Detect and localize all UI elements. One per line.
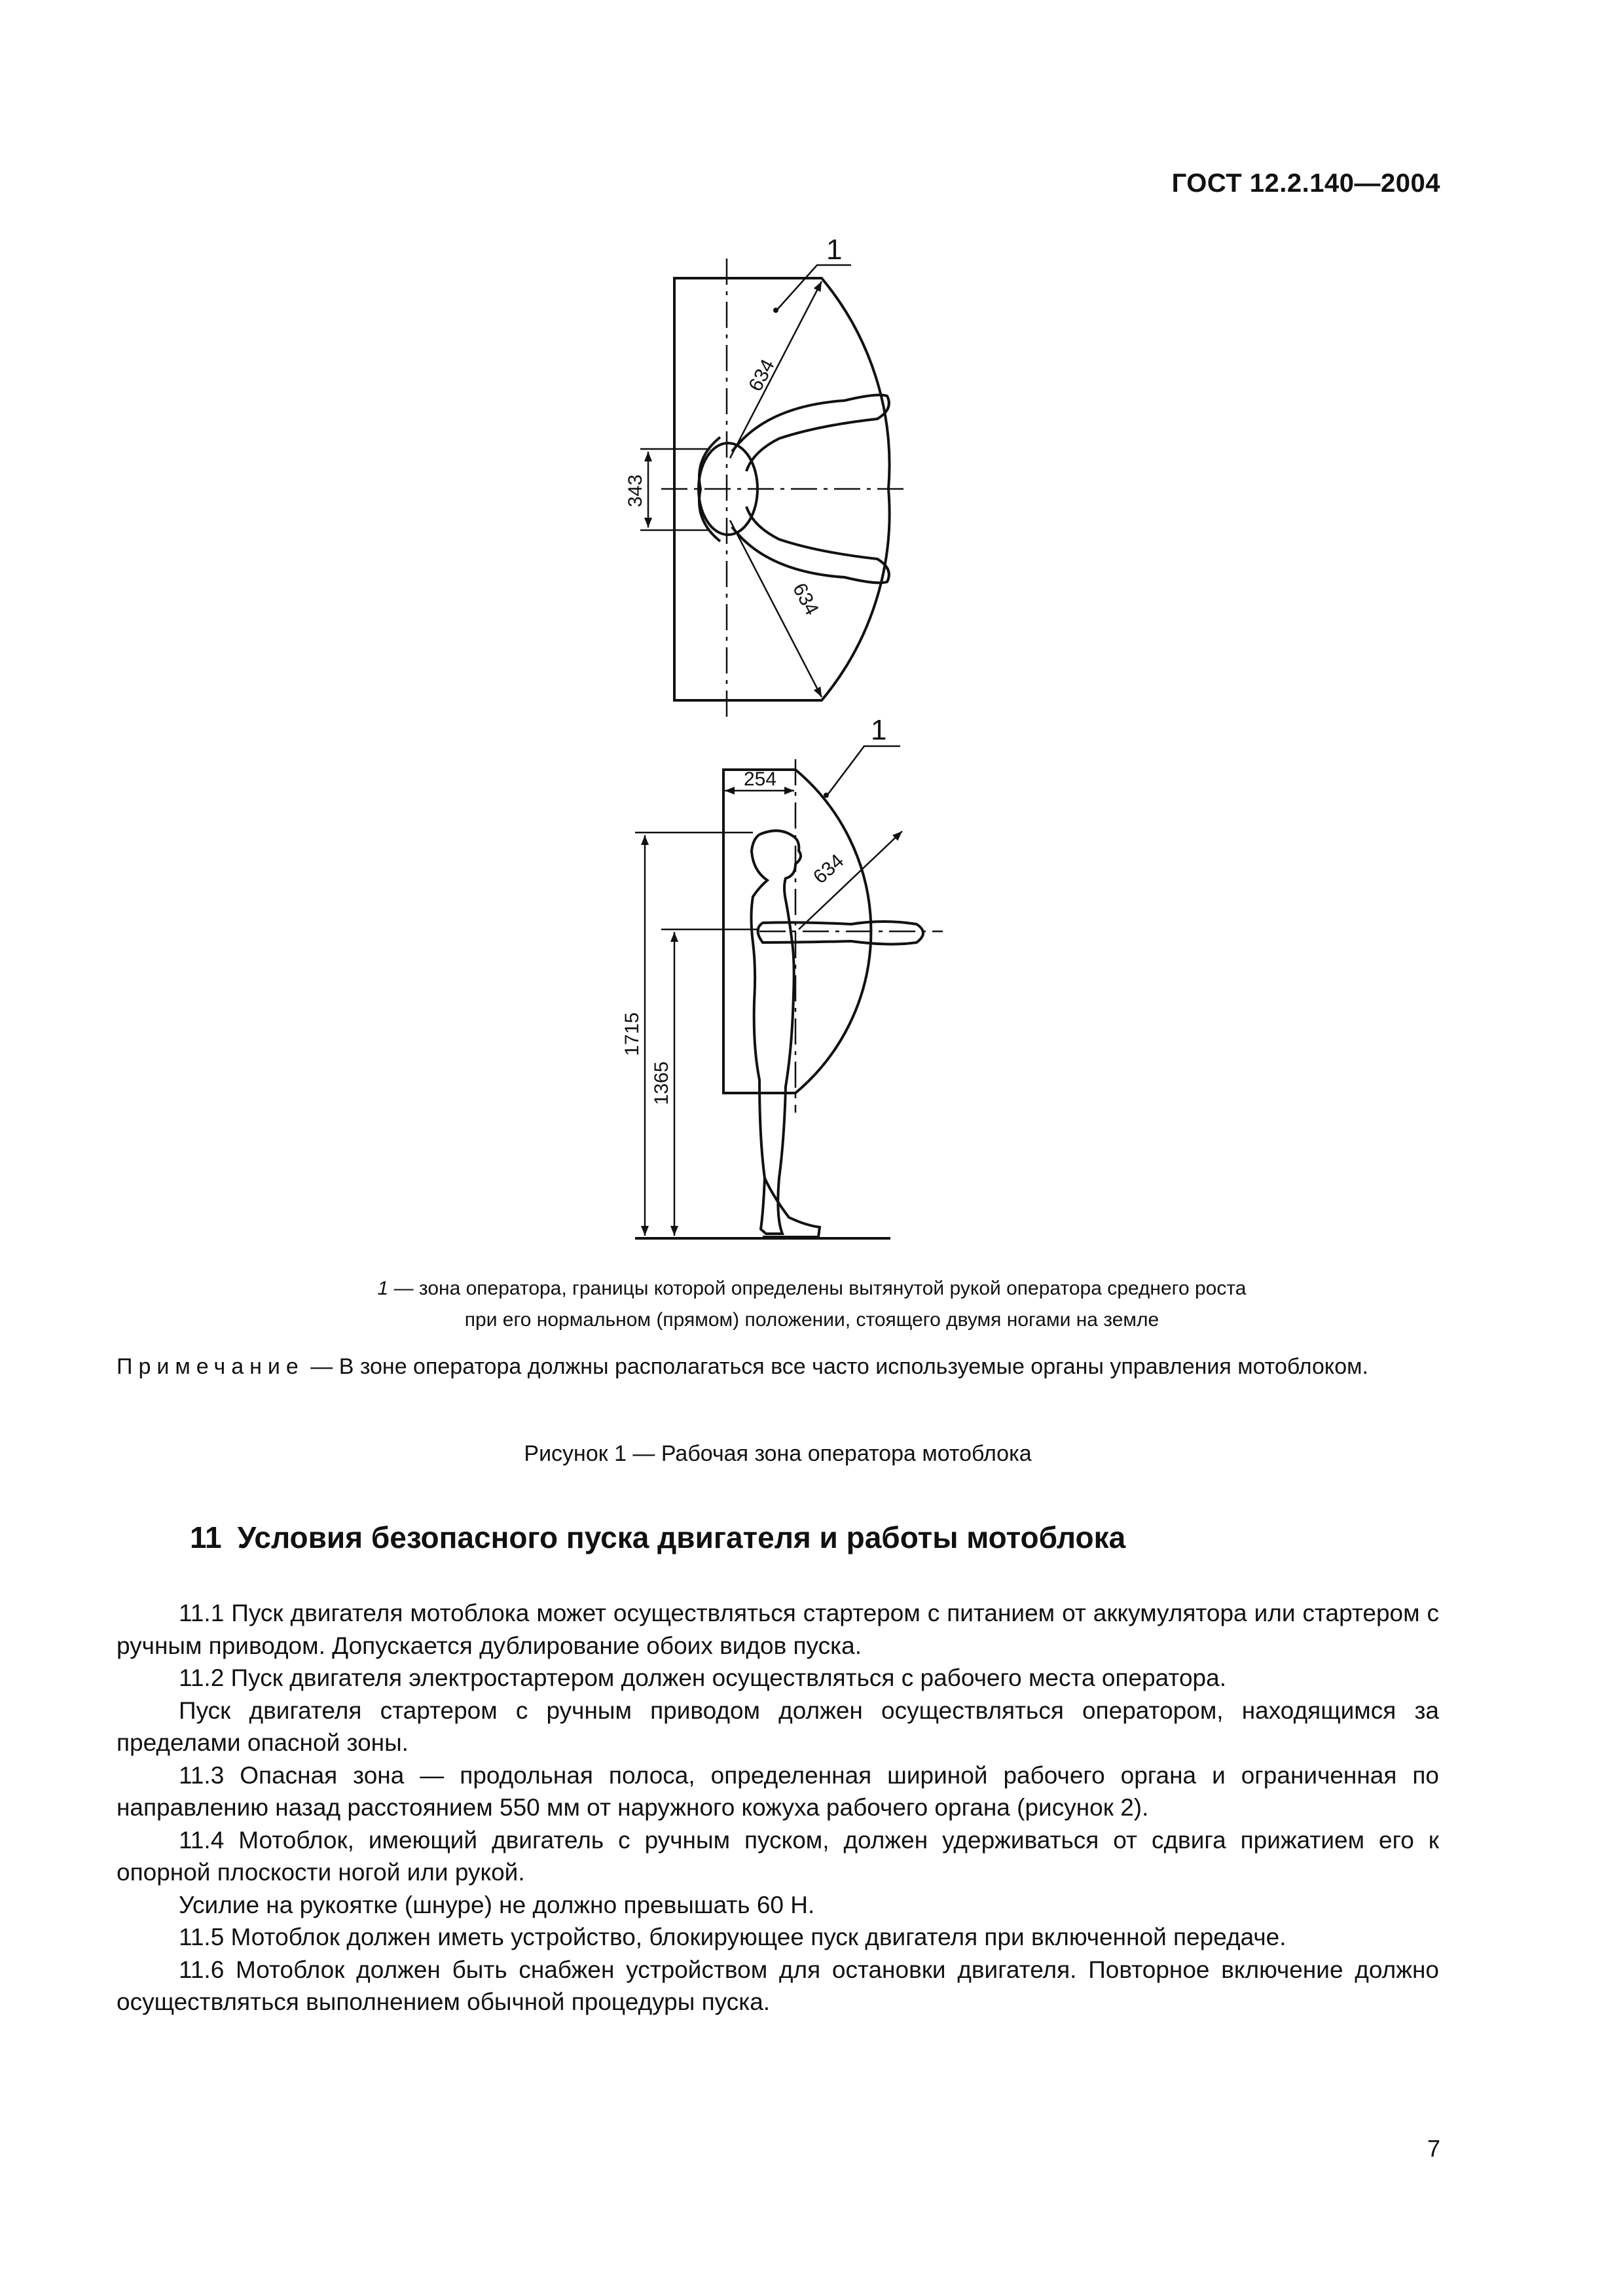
paragraph: 11.5 Мотоблок должен иметь устройство, блокирующее пуск двигателя при включенной передаче. <box>179 1924 1286 1950</box>
side-view-callout: 1 <box>871 714 887 746</box>
side-view-operator-silhouette <box>752 831 820 1237</box>
legend-text-1: — зона оператора, границы которой определены вытянутой рукой оператора среднего роста <box>393 1278 1247 1299</box>
top-view-dim-radius-lower: 634 <box>788 579 823 619</box>
paragraph: 11.2 Пуск двигателя электростартером должен осуществляться с рабочего места оператора. <box>179 1664 1226 1691</box>
paragraph: 11.4 Мотоблок, имеющий двигатель с ручным пуском, должен удерживаться от сдвига прижатием его к опорной плоскости ногой или рукой. <box>117 1826 1439 1886</box>
section-title: Условия безопасного пуска двигателя и работы мотоблока <box>237 1520 1126 1554</box>
top-view-upper-arm <box>732 395 889 471</box>
top-view-dim-width: 343 <box>625 474 646 508</box>
side-view-dim-radius: 634 <box>809 850 848 888</box>
document-header: ГОСТ 12.2.140—2004 <box>1171 169 1440 198</box>
paragraph: 11.3 Опасная зона — продольная полоса, определенная шириной рабочего органа и ограниченная по направлению назад расстоянием 550 мм от наружного кожуха рабочего органа (рисунок 2). <box>117 1761 1439 1821</box>
side-view-dim-height-shoulder: 1365 <box>651 1061 672 1105</box>
section-heading <box>190 1520 1434 1555</box>
note-label: Примечание <box>117 1354 304 1379</box>
figure-caption: Рисунок 1 — Рабочая зона оператора мотоблока <box>524 1441 1032 1466</box>
side-view-dim-offset: 254 <box>744 768 777 790</box>
figure-legend-line-2: при его нормальном (прямом) положении, стоящего двумя ногами на земле <box>464 1309 1159 1331</box>
figure-note <box>117 1350 1439 1384</box>
figure-legend <box>170 1273 1453 1336</box>
legend-number: 1 <box>377 1278 389 1299</box>
figure-legend-line-1 <box>170 1273 1453 1304</box>
section-number: 11 <box>190 1520 222 1554</box>
paragraph: Усилие на рукоятке (шнуре) не должно превышать 60 Н. <box>179 1891 815 1918</box>
top-view-diagram <box>625 234 910 720</box>
top-view-dim-radius-upper: 634 <box>744 355 779 395</box>
side-view-diagram <box>621 714 943 1238</box>
top-view-callout: 1 <box>826 234 843 266</box>
side-view-dim-height-total: 1715 <box>621 1012 643 1056</box>
top-view-lower-arm <box>732 507 889 583</box>
paragraph: 11.1 Пуск двигателя мотоблока может осуществляться стартером с питанием от аккумулятора или стартером с ручным приводом. Допускается дублирование обоих видов пуска. <box>117 1600 1439 1659</box>
section-body <box>117 1597 1439 2018</box>
page-number: 7 <box>1427 2135 1440 2162</box>
side-view-arm <box>758 922 924 944</box>
paragraph: 11.6 Мотоблок должен быть снабжен устройством для остановки двигателя. Повторное включение должно осуществляться выполнением обычной процедуры пуска. <box>117 1956 1439 2015</box>
paragraph: Пуск двигателя стартером с ручным приводом должен осуществляться оператором, находящимся за пределами опасной зоны. <box>117 1696 1439 1756</box>
note-text: — В зоне оператора должны располагаться все часто используемые органы управления мотоблоком. <box>304 1354 1368 1379</box>
